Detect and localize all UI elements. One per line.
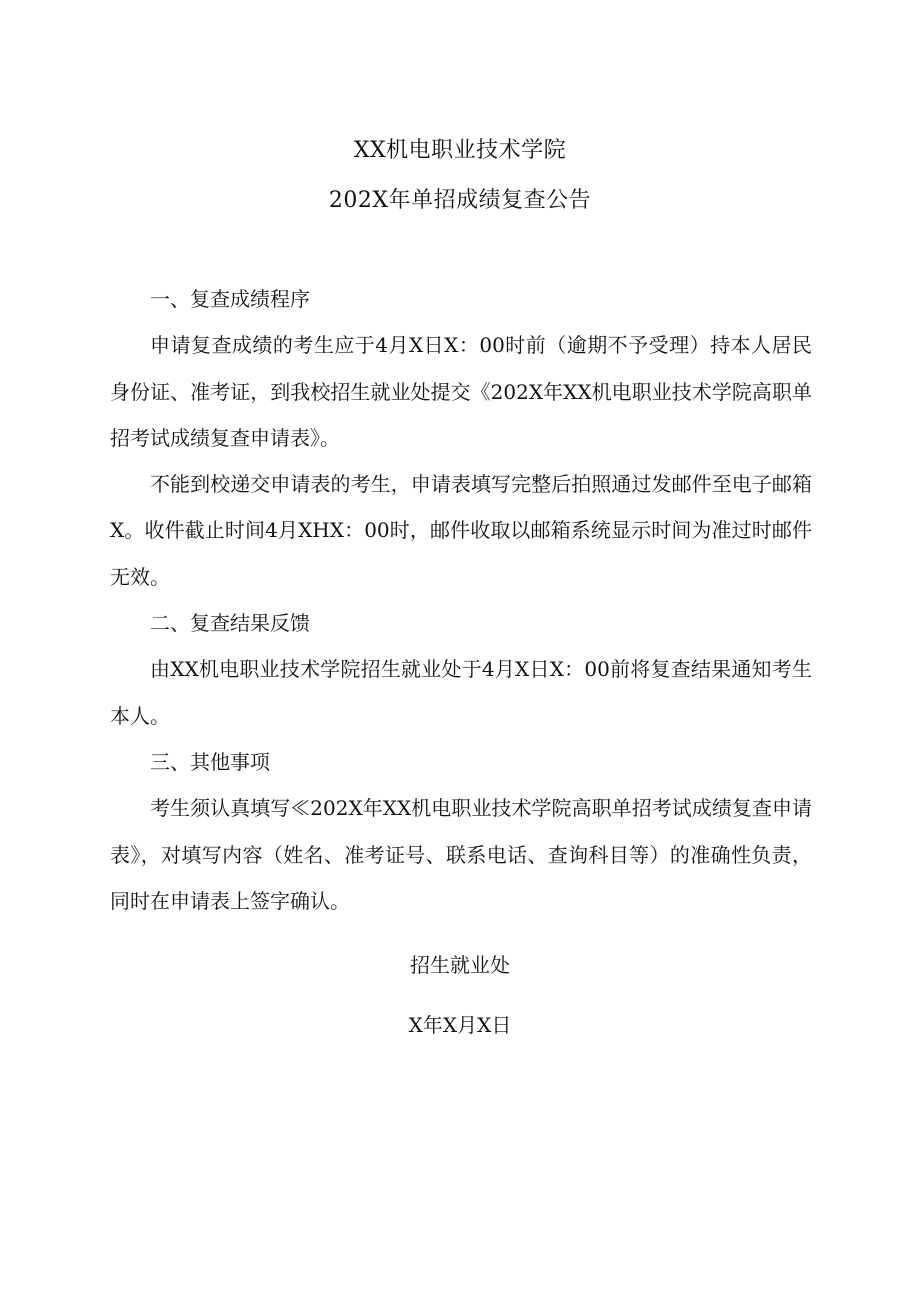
document-title: XX机电职业技术学院: [353, 138, 567, 163]
section-heading-procedure: 一、复查成绩程序: [150, 287, 310, 311]
paragraph-apply-by-email: 不能到校递交申请表的考生，申请表填写完整后拍照通过发邮件至电子邮箱X。收件截止时间4月XHX：00时，邮件收取以邮箱系统显示时间为准过时邮件无效。: [110, 472, 812, 589]
paragraph-other: 考生须认真填写≪202X年XX机电职业技术学院高职单招考试成绩复查申请表》，对填写内容（姓名、准考证号、联系电话、查询科目等）的准确性负责，同时在申请表上签字确认。: [110, 796, 812, 913]
paragraph-feedback: 由XX机电职业技术学院招生就业处于4月X日X：00前将复查结果通知考生本人。: [110, 657, 812, 728]
signature-date: X年X月X日: [408, 1013, 512, 1037]
paragraph-apply-in-person: 申请复查成绩的考生应于4月X日X：00时前（逾期不予受理）持本人居民身份证、准考证，到我校招生就业处提交《202X年XX机电职业技术学院高职单招考试成绩复查申请表》。: [110, 333, 812, 450]
document-body: [110, 276, 812, 924]
signature-office: 招生就业处: [410, 953, 510, 977]
document-subtitle: 202X年单招成绩复查公告: [328, 188, 592, 213]
section-heading-other: 三、其他事项: [150, 749, 270, 774]
section-heading-feedback: 二、复查结果反馈: [150, 611, 310, 636]
